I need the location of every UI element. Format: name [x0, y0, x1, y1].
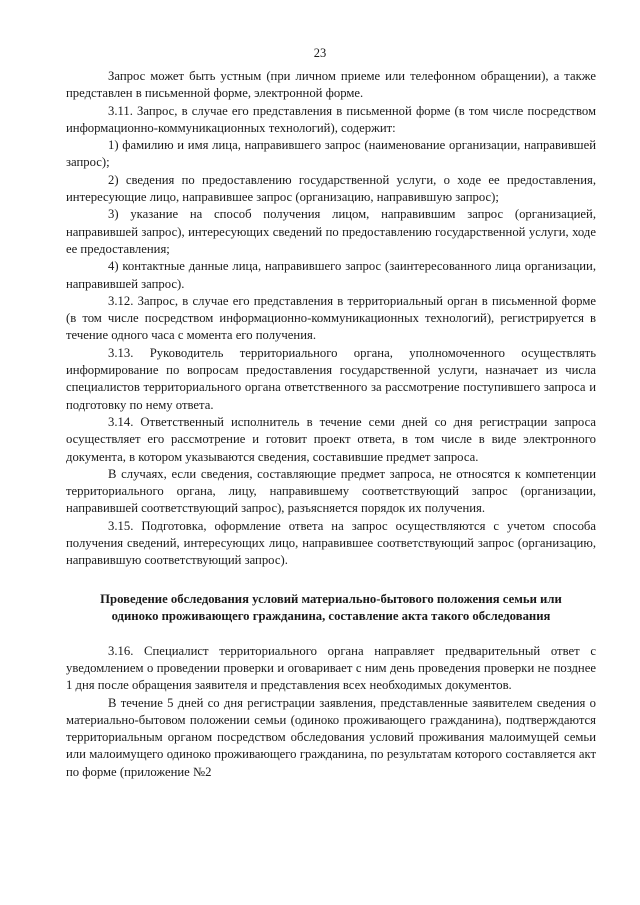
- paragraph: 3.11. Запрос, в случае его представления в письменной форме (в том числе посредством информационно-коммуникационных технологий), содержит:: [66, 103, 596, 135]
- paragraph: 3.15. Подготовка, оформление ответа на запрос осуществляются с учетом способа получения сведений, интересующих лицо, направившее соответствующий запрос (организацию, направившую соответствующий запрос).: [66, 518, 596, 568]
- paragraph: Запрос может быть устным (при личном приеме или телефонном обращении), а также представлен в письменной форме, электронной форме.: [66, 69, 596, 101]
- paragraph: 3.16. Специалист территориального органа направляет предварительный ответ с уведомлением о проведении проверки и оговаривает с ним день проведения проверки не позднее 1 дня после обращения заявителя и представления всех необходимых документов.: [66, 643, 596, 693]
- paragraph: 1) фамилию и имя лица, направившего запрос (наименование организации, направившей запрос);: [66, 138, 596, 170]
- paragraph: 3) указание на способ получения лицом, направившим запрос (организацией, направившей запрос), интересующих сведений по предоставлению государственной услуги, ходе ее предоставления;: [66, 207, 596, 256]
- document-body: [66, 68, 596, 781]
- paragraph: 3.12. Запрос, в случае его представления в территориальный орган в письменной форме (в том числе посредством информационно-коммуникационных технологий), регистрируется в течение одного часа с момента его получения.: [66, 293, 596, 343]
- page-number: 23: [313, 46, 327, 60]
- paragraph: 2) сведения по предоставлению государственной услуги, о ходе ее предоставления, интересующие лицо, направившее запрос (организацию, направившую запрос);: [66, 172, 596, 205]
- paragraph: В случаях, если сведения, составляющие предмет запроса, не относятся к компетенции территориального органа, лицу, направившему соответствующий запрос (организации, направившей соответствующий запрос), разъясняется порядок их получения.: [66, 466, 596, 516]
- paragraph: 3.13. Руководитель территориального органа, уполномоченного осуществлять информирование по вопросам предоставления государственной услуги, назначает из числа специалистов территориального органа ответственного за рассмотрение поступившего запроса и подготовку по нему ответа.: [66, 345, 596, 412]
- paragraph: 4) контактные данные лица, направившего запрос (заинтересованного лица организации, направившей запрос).: [66, 259, 596, 291]
- paragraph: В течение 5 дней со дня регистрации заявления, представленные заявителем сведения о материально-бытовом положении семьи (одиноко проживающего гражданина), подтверждаются территориальным органом посредством обследования условий проживания малоимущей семьи или малоимущего одиноко проживающего гражданина, по результатам которого составляется акт по форме (приложение №2: [66, 695, 596, 779]
- section-heading: Проведение обследования условий материально-бытового положения семьи или одиноко проживающего гражданина, составление акта такого обследования: [100, 591, 562, 624]
- paragraph: 3.14. Ответственный исполнитель в течение семи дней со дня регистрации запроса осуществляет его рассмотрение и готовит проект ответа, в том числе в виде электронного документа, в котором указываются сведения, составившие предмет запроса.: [66, 414, 596, 464]
